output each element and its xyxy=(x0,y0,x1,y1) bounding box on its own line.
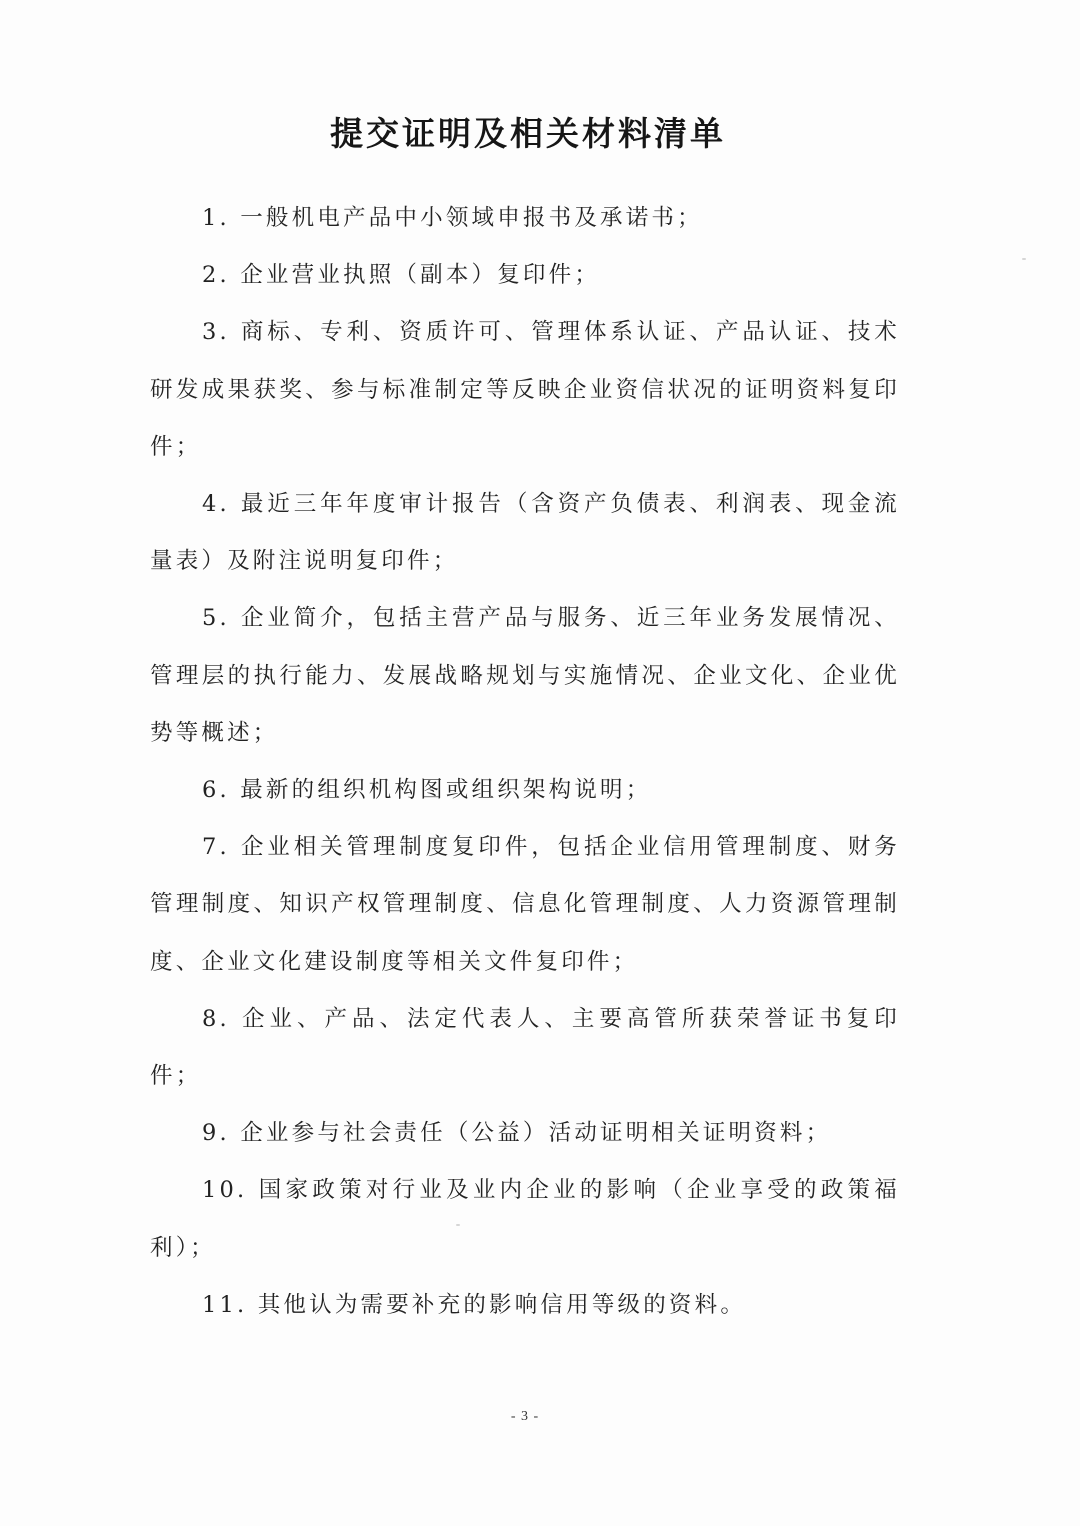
list-item: 11. 其他认为需要补充的影响信用等级的资料。 xyxy=(202,1291,747,1318)
list-item: 3. 商标、专利、资质许可、管理体系认证、产品认证、技术研发成果获奖、参与标准制定等反映企业资信状况的证明资料复印件； xyxy=(150,319,900,460)
list-item: 9. 企业参与社会责任（公益）活动证明相关证明资料； xyxy=(202,1120,832,1147)
list-item: 4. 最近三年年度审计报告（含资产负债表、利润表、现金流量表）及附注说明复印件； xyxy=(150,491,900,575)
list-item: 10. 国家政策对行业及业内企业的影响（企业享受的政策福利）； xyxy=(150,1177,900,1261)
scan-speck xyxy=(1022,258,1026,260)
list-item: 5. 企业简介，包括主营产品与服务、近三年业务发展情况、管理层的执行能力、发展战略规划与实施情况、企业文化、企业优势等概述； xyxy=(150,605,900,746)
materials-list xyxy=(150,190,900,1334)
document-title: 提交证明及相关材料清单 xyxy=(330,114,726,153)
list-item: 1. 一般机电产品中小领域申报书及承诺书； xyxy=(202,205,703,231)
list-item: 2. 企业营业执照（副本）复印件； xyxy=(202,262,601,289)
scan-speck xyxy=(456,1224,460,1226)
list-item: 6. 最新的组织机构图或组织架构说明； xyxy=(202,777,652,804)
list-item: 7. 企业相关管理制度复印件，包括企业信用管理制度、财务管理制度、知识产权管理制度、信息化管理制度、人力资源管理制度、企业文化建设制度等相关文件复印件； xyxy=(150,834,900,975)
page-number: - 3 - xyxy=(510,1409,540,1424)
list-item: 8. 企业、产品、法定代表人、主要高管所获荣誉证书复印件； xyxy=(150,1005,900,1090)
